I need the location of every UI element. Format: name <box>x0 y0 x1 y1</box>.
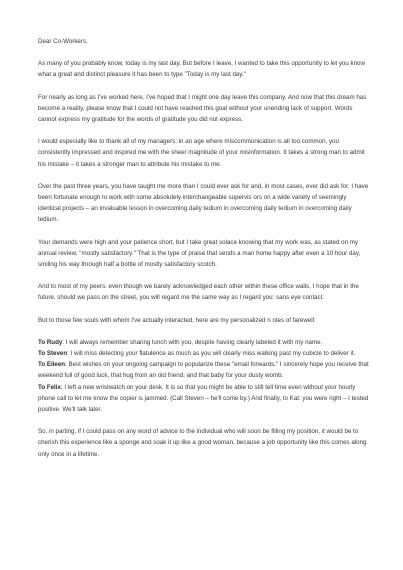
paragraph-closing: So, in parting, if I could pass on any word of advice to the individual who will soon be filling my position, it would be to cherish this experience like a sponge and soak it up like a good woman, because a job opportunity like this comes along only once in a lifetime. <box>38 428 367 458</box>
farewell-eileen <box>38 359 370 381</box>
farewell-text: : Best wishes on your ongoing campaign to popularize these "email forwards." I sincerely hope you receive that weekend full of good luck, that hug from an old friend, and that baby for your dusty womb. <box>38 361 369 380</box>
paragraph-supervisors: Over the past three years, you have taught me more than I could ever ask for and, in most cases, ever did ask for. I have been fortunate enough to work with some absolutely interchangeable supervis ors on a wide variety of seemingly identical projects – an invaluable lesson in overcoming daily tedium in overcoming daily tedium in overcoming daily tedium. <box>38 182 369 224</box>
farewell-text: : I will always remember sharing lunch with you, despite having clearly labeled it with my name. <box>62 338 323 346</box>
farewell-name: To Steven <box>38 350 68 358</box>
paragraph-dream: For nearly as long as I've worked here, I've hoped that I might one day leave this company. And now that this dream has become a reality, please know that I could not have reached this goal without your unending lack of support. Words cannot express my gratitude for the words of gratitude you did not express. <box>38 93 367 124</box>
salutation: Dear Co-Workers, <box>38 38 88 45</box>
letter-body <box>38 36 370 471</box>
paragraph-managers: I would especially like to thank all of my managers: in an age where miscommunication is all too common, you consistently impressed and inspired me with the sheer magnitude of your misinformation. It takes a strong man to admit his mistake – it takes a stronger man to attribute his mistake to me. <box>38 138 365 168</box>
farewell-text: : I will miss detecting your flatulence as much as you will clearly miss walking past my cubicle to deliver it. <box>67 350 356 358</box>
farewell-name: To Rudy <box>38 338 63 346</box>
farewell-name: To Eileen <box>38 361 66 369</box>
paragraph-peers: And to most of my peers: even though we barely acknowledged each other within these office walls, I hope that in the future, should we pass on the street, you will regard me the same way as I regard you: sans eye contact. <box>38 283 359 302</box>
paragraph-intro: As many of you probably know, today is my last day. But before I leave, I wanted to take this opportunity to let you know what a great and distinct pleasure it has been to type "Today is my last day." <box>38 60 365 79</box>
farewell-steven <box>38 348 370 359</box>
paragraph-farewell-intro: But to those few souls with whom I've actually interacted, here are my personalized n otes of farewell: <box>38 316 316 324</box>
farewell-text: : I left a new wristwatch on your desk. It is so that you might be able to still tell time even without your hourly phone call to let me know the copier is jammed. (Call Steven – he'll come by.) And finally, to Kat: you were right – I tested positive. We'll talk later. <box>38 383 369 414</box>
farewell-name: To Felix <box>38 383 61 391</box>
farewell-felix <box>38 382 370 416</box>
farewell-rudy <box>38 337 370 348</box>
paragraph-review: Your demands were high and your patience short, but I take great solace knowing that my work was, as stated on my annual review, "mostly satisfactory." That is the type of praise that sends a man home happy after even a 10 hour day, smiling his way through half a bottle of mostly satisfactory scotch. <box>38 238 361 269</box>
